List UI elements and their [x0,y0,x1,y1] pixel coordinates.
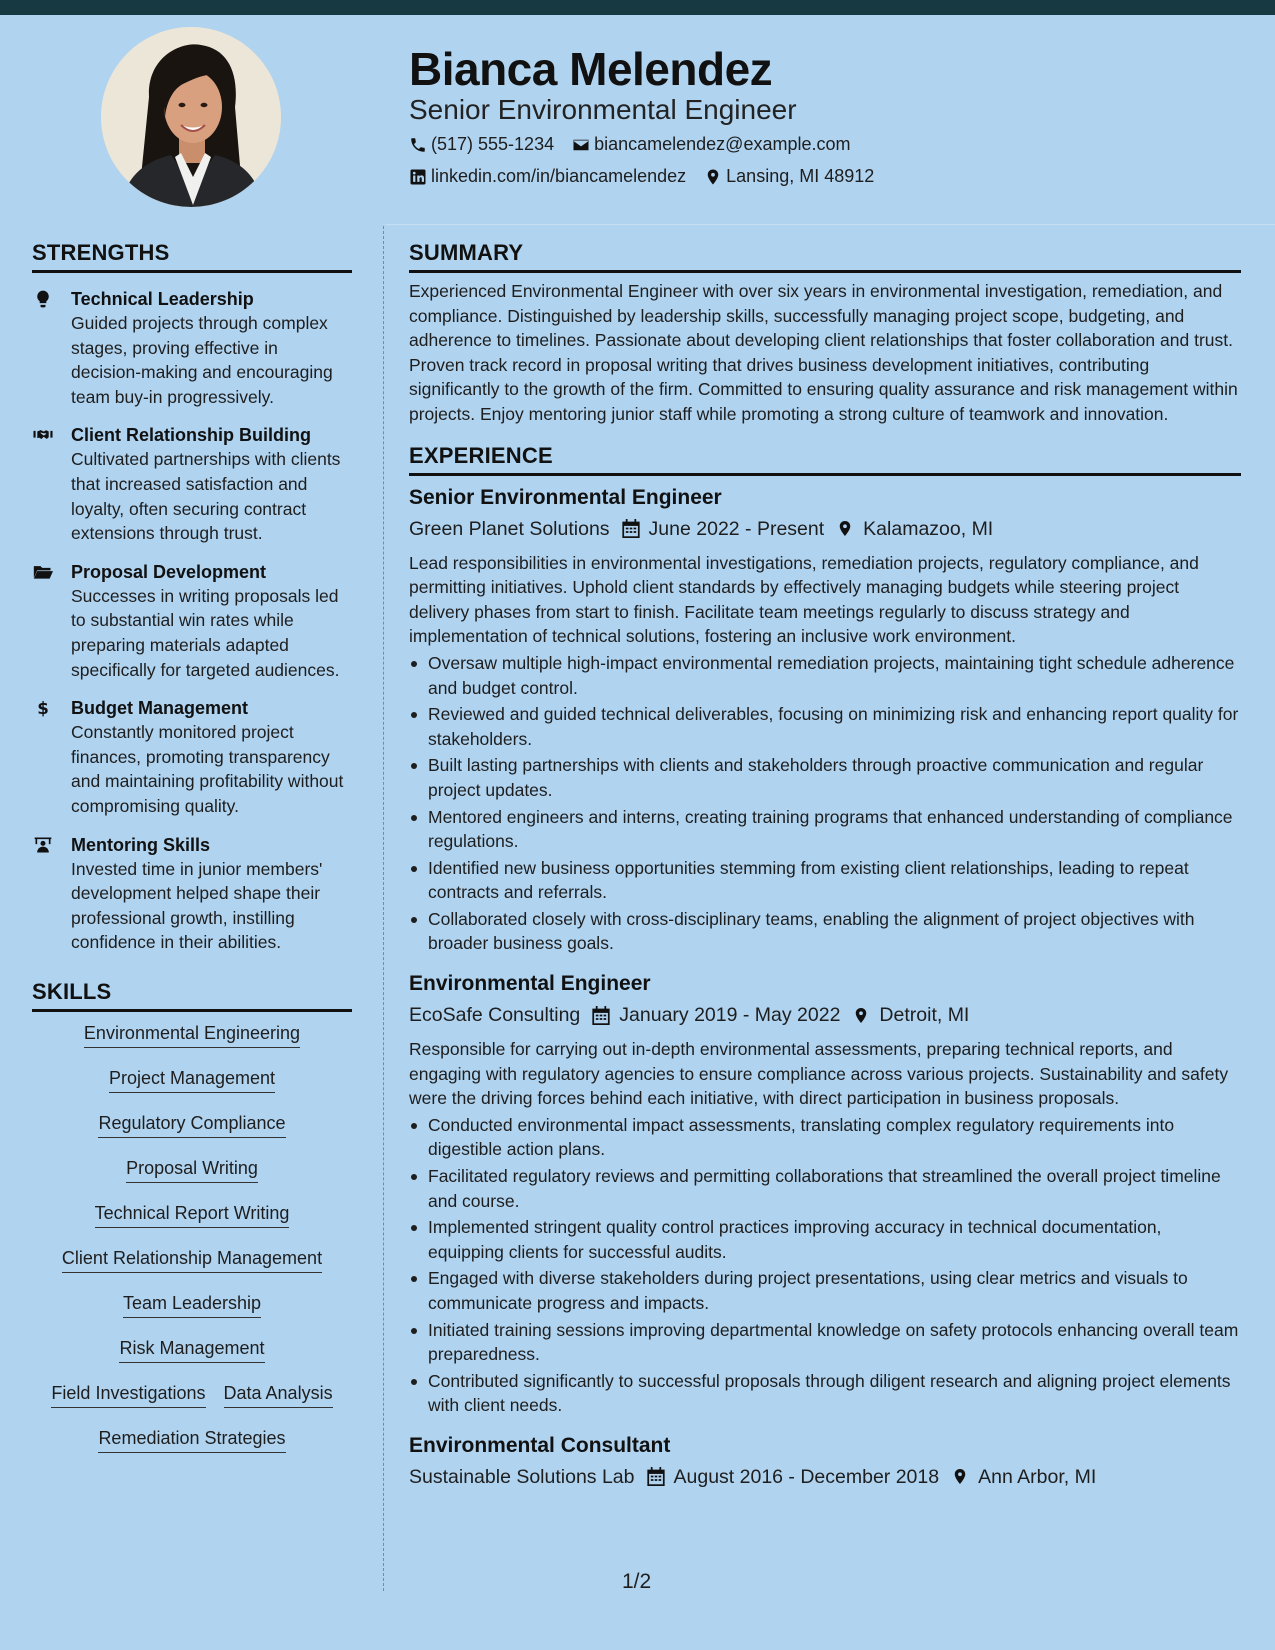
skill-tag: Client Relationship Management [62,1247,322,1273]
left-column [32,240,352,1472]
bullet-item: Contributed significantly to successful proposals through diligent research and aligning project elements with client needs. [409,1369,1241,1418]
strength-item [32,423,352,545]
phone-contact[interactable] [409,134,554,155]
company-name: EcoSafe Consulting [409,1004,581,1027]
skills-row [32,1427,352,1472]
job-location-text: Ann Arbor, MI [978,1465,1097,1488]
job-dates [647,1463,940,1491]
contact-row-2 [409,166,892,187]
bullet-item: Collaborated closely with cross-disciplinary teams, enabling the alignment of project objectives with broader business goals. [409,907,1241,956]
bullet-item: Conducted environmental impact assessments, translating complex regulatory requirements into digestible action plans. [409,1113,1241,1162]
skills-row [32,1157,352,1202]
top-accent-bar [0,0,1275,15]
skills-row [32,1337,352,1382]
map-pin-icon [704,168,722,186]
skill-tag: Proposal Writing [126,1157,258,1183]
strength-desc: Cultivated partnerships with clients that increased satisfaction and loyalty, often securing contract extensions through trust. [71,449,341,544]
skill-tag: Environmental Engineering [84,1022,300,1048]
strength-item [32,560,352,682]
strength-title: Proposal Development [71,561,267,582]
bullet-item: Oversaw multiple high-impact environmental remediation projects, maintaining tight schedule adherence and budget control. [409,651,1241,700]
job-bullets [409,1113,1241,1418]
candidate-title: Senior Environmental Engineer [409,94,797,125]
job-description: Responsible for carrying out in-depth environmental assessments, preparing technical reports, and engaging with regulatory agencies to ensure compliance across various projects. Sustainability and safety were the driving forces behind each initiative, with direct participation in business proposals. [409,1039,1229,1109]
job-meta [409,1001,1241,1029]
phone-icon [409,136,427,154]
candidate-name: Bianca Melendez [409,43,773,95]
envelope-icon [572,136,590,154]
map-pin-icon [852,1006,870,1025]
strength-desc: Constantly monitored project finances, promoting transparency and maintaining profitability without compromising quality. [71,722,344,816]
svg-text:$: $ [37,698,49,718]
job-title: Environmental Consultant [409,1433,671,1457]
skills-row [32,1292,352,1337]
dollar-icon [32,698,54,718]
bullet-item: Facilitated regulatory reviews and permitting collaborations that streamlined the overall project timeline and course. [409,1164,1241,1213]
job-dates-text: January 2019 - May 2022 [619,1004,841,1027]
strengths-heading: STRENGTHS [32,240,352,273]
skill-tag: Risk Management [119,1337,264,1363]
map-pin-icon [836,519,854,538]
job-location-text: Detroit, MI [879,1004,970,1027]
location-contact [704,166,874,187]
strength-item [32,833,352,955]
skill-tag: Remediation Strategies [98,1427,285,1453]
column-divider [383,226,384,1591]
strength-title: Technical Leadership [71,289,254,309]
header-divider [385,224,1275,225]
bullet-item: Engaged with diverse stakeholders during project presentations, using clear metrics and visuals to communicate progress and impacts. [409,1266,1241,1315]
lightbulb-icon [32,289,54,309]
right-column [409,240,1241,1491]
job-title: Environmental Engineer [409,972,651,996]
skills-row [32,1247,352,1292]
folder-open-icon [32,562,54,582]
teacher-icon [32,835,54,855]
summary-heading: SUMMARY [409,240,1241,273]
job-meta [409,515,1241,543]
job-bullets [409,651,1241,956]
bullet-item: Reviewed and guided technical deliverables, focusing on minimizing risk and enhancing report quality for stakeholders. [409,702,1241,751]
skills-row [32,1022,352,1067]
strength-title: Client Relationship Building [71,425,311,446]
job-meta [409,1463,1241,1491]
experience-heading: EXPERIENCE [409,443,1241,476]
strength-desc: Guided projects through complex stages, proving effective in decision-making and encouraging team buy-in progressively. [71,313,333,407]
profile-photo [101,27,281,207]
job-entry [409,970,1241,1418]
company-name: Green Planet Solutions [409,517,610,540]
skill-tag: Regulatory Compliance [98,1112,285,1138]
skill-tag: Technical Report Writing [95,1202,290,1228]
job-dates [592,1001,840,1029]
strength-desc: Successes in writing proposals led to substantial win rates while preparing materials adapted specifically for targeted audiences. [71,585,340,680]
bullet-item: Implemented stringent quality control practices improving accuracy in technical documentation, equipping clients for successful audits. [409,1215,1241,1264]
skill-tag: Project Management [109,1067,275,1093]
portrait-illustration [101,27,281,207]
strength-title: Mentoring Skills [71,834,211,855]
job-dates-text: June 2022 - Present [648,517,825,540]
company-name: Sustainable Solutions Lab [409,1465,635,1488]
map-pin-icon [951,1467,969,1486]
job-entry [409,1432,1241,1491]
skill-tag: Team Leadership [123,1292,261,1318]
job-location [951,1463,1096,1491]
contact-row-1 [409,134,869,155]
handshake-icon [32,425,54,445]
linkedin-contact[interactable] [409,166,686,187]
calendar-icon [647,1467,665,1486]
skill-tag: Data Analysis [224,1382,333,1408]
skill-tag: Field Investigations [51,1382,205,1408]
bullet-item: Initiated training sessions improving departmental knowledge on safety protocols enhancing overall team preparedness. [409,1318,1241,1367]
strength-item [32,696,352,818]
job-location-text: Kalamazoo, MI [863,517,994,540]
calendar-icon [622,519,640,538]
page-number: 1/2 [622,1570,652,1593]
linkedin-text: linkedin.com/in/biancamelendez [431,166,687,186]
job-location [852,1001,969,1029]
skills-list [32,1022,352,1472]
email-text: biancamelendez@example.com [594,134,851,154]
skills-row [32,1067,352,1112]
job-entry [409,484,1241,957]
bullet-item: Identified new business opportunities stemming from existing client relationships, leading to repeat contracts and referrals. [409,856,1241,905]
bullet-item: Built lasting partnerships with clients and stakeholders through proactive communication and regular project updates. [409,753,1241,802]
job-description: Lead responsibilities in environmental investigations, remediation projects, regulatory compliance, and permitting initiatives. Uphold client standards by effectively managing budgets while steering project delivery phases from start to finish. Facilitate team meetings regularly to discuss strategy and implementation of technical solutions, fostering an inclusive work environment. [409,552,1199,647]
location-text: Lansing, MI 48912 [726,166,875,186]
linkedin-icon [409,168,427,186]
skills-row [32,1112,352,1157]
strength-item [32,287,352,409]
skills-heading: SKILLS [32,979,352,1012]
strength-desc: Invested time in junior members' development helped shape their professional growth, instilling confidence in their abilities. [71,858,323,953]
email-contact[interactable] [572,134,850,155]
job-dates [622,515,825,543]
job-location [836,515,993,543]
bullet-item: Mentored engineers and interns, creating training programs that enhanced understanding of compliance regulations. [409,805,1241,854]
skills-row [32,1382,352,1427]
skills-row [32,1202,352,1247]
job-title: Senior Environmental Engineer [409,485,722,509]
summary-text: Experienced Environmental Engineer with over six years in environmental investigation, remediation, and compliance. Distinguished by leadership skills, successfully managing project scope, budgeting, and adherence to timelines. Passionate about developing client relationships that foster collaboration and trust. Proven track record in proposal writing that drives business development initiatives, contributing significantly to the growth of the firm. Committed to ensuring quality assurance and risk management within projects. Enjoy mentoring junior staff while promoting a strong culture of teamwork and innovation. [409,281,1238,424]
job-dates-text: August 2016 - December 2018 [673,1465,940,1488]
phone-text: (517) 555-1234 [431,134,555,154]
strength-title: Budget Management [71,698,249,719]
calendar-icon [592,1006,610,1025]
